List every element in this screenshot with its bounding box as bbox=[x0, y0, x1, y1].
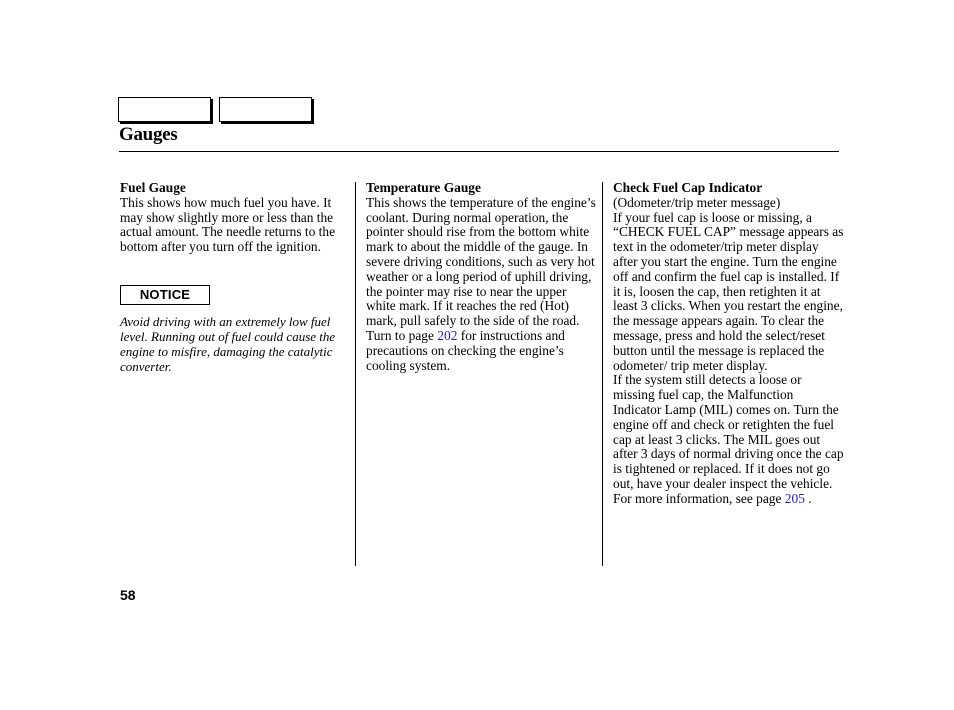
page-number: 58 bbox=[120, 587, 136, 603]
nav-tab-contents[interactable] bbox=[118, 97, 211, 122]
check-fuel-cap-para1: If your fuel cap is loose or missing, a “CHECK FUEL CAP” message appears as text in the odometer/trip meter display after you start the engine. Turn the engine off and confirm the fuel cap is installed. If it is, loosen the cap, then retighten it at least 3 clicks. When you restart the engine, the message appears again. To clear the message, press and hold the select/reset button until the message is replaced the odometer/ trip meter display. bbox=[613, 209, 844, 373]
column-divider bbox=[355, 182, 356, 566]
fuel-gauge-heading: Fuel Gauge bbox=[120, 180, 186, 195]
page-title: Gauges bbox=[119, 124, 178, 145]
page-link-202[interactable]: 202 bbox=[437, 327, 458, 343]
notice-label: NOTICE bbox=[120, 285, 210, 305]
title-divider bbox=[119, 151, 839, 152]
temperature-gauge-section bbox=[366, 181, 598, 373]
check-fuel-cap-heading: Check Fuel Cap Indicator bbox=[613, 180, 763, 195]
column-divider bbox=[602, 182, 603, 566]
check-fuel-cap-subheading: (Odometer/trip meter message) bbox=[613, 194, 781, 210]
fuel-gauge-body: This shows how much fuel you have. It may show slightly more or less than the actual amount. The needle returns to the bottom after you turn off the ignition. bbox=[120, 194, 336, 255]
check-fuel-cap-para2: If the system still detects a loose or missing fuel cap, the Malfunction Indicator Lamp (MIL) comes on. Turn the engine off and check or retighten the fuel cap at least 3 clicks. The MIL goes out after 3 days of normal driving once the cap is tightened or replaced. If it does not go out, have your dealer inspect the vehicle. For more information, see page 205 . bbox=[613, 372, 844, 506]
check-fuel-cap-section bbox=[613, 181, 845, 507]
notice-text: Avoid driving with an extremely low fuel level. Running out of fuel could cause the engine to misfire, damaging the catalytic converter. bbox=[120, 314, 336, 374]
temperature-gauge-body: This shows the temperature of the engine’s coolant. During normal operation, the pointer should rise from the bottom white mark to about the middle of the gauge. In severe driving conditions, such as very hot weather or a long period of uphill driving, the pointer may rise to near the upper white mark. If it reaches the red (Hot) mark, pull safely to the side of the road. Turn to page 202 for instructions and precautions on checking the engine’s cooling system. bbox=[366, 194, 596, 373]
fuel-gauge-section bbox=[120, 181, 348, 255]
page-link-205[interactable]: 205 bbox=[784, 490, 805, 506]
temperature-gauge-heading: Temperature Gauge bbox=[366, 180, 481, 195]
nav-tab-index[interactable] bbox=[219, 97, 312, 122]
